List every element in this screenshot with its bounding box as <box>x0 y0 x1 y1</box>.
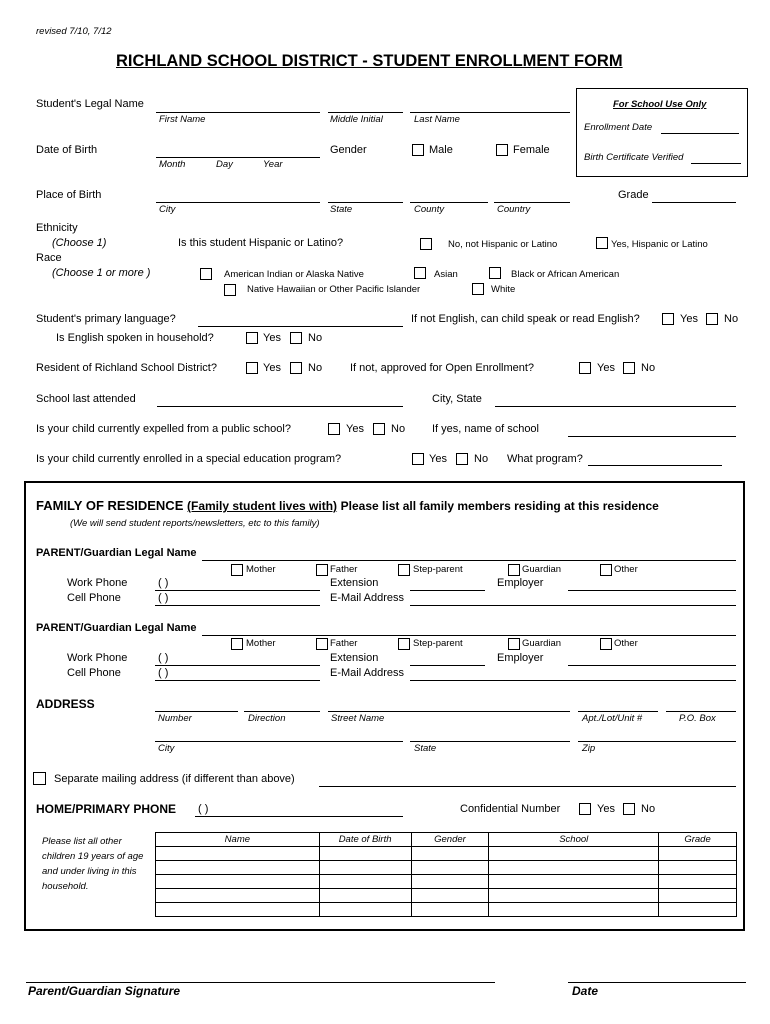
parent2-other-checkbox[interactable] <box>600 638 612 650</box>
confidential-yes-label: Yes <box>597 803 615 815</box>
col-gender-header: Gender <box>411 833 489 847</box>
household-english-question: Is English spoken in household? <box>56 332 214 344</box>
parent1-cell-paren: ( ) <box>158 592 169 604</box>
expelled-school-label: If yes, name of school <box>432 423 539 435</box>
grade-field[interactable] <box>652 202 736 203</box>
parent1-step-checkbox[interactable] <box>398 564 410 576</box>
home-phone-field[interactable] <box>195 816 403 817</box>
parent1-guardian-label: Guardian <box>522 564 562 575</box>
speak-english-question: If not English, can child speak or read English? <box>411 313 640 325</box>
parent2-email-label: E-Mail Address <box>330 667 404 679</box>
speak-english-yes-checkbox[interactable] <box>662 313 674 325</box>
gender-label: Gender <box>330 144 367 156</box>
children-note <box>42 834 143 894</box>
legal-name-label: Student's Legal Name <box>36 98 144 110</box>
male-label: Male <box>429 144 453 156</box>
ethnicity-label: Ethnicity <box>36 222 78 234</box>
children-note-line: Please list all other <box>42 836 122 847</box>
separate-mailing-field[interactable] <box>319 786 736 787</box>
parent1-cell-phone-field[interactable] <box>155 605 320 606</box>
parent2-extension-field[interactable] <box>410 665 485 666</box>
not-hispanic-checkbox[interactable] <box>420 238 432 250</box>
parent2-guardian-checkbox[interactable] <box>508 638 520 650</box>
hawaiian-label: Native Hawaiian or Other Pacific Islander <box>247 284 421 295</box>
open-enrollment-question: If not, approved for Open Enrollment? <box>350 362 535 374</box>
children-note-line: children 19 years of age <box>42 851 144 862</box>
open-enrollment-no-label: No <box>641 362 656 374</box>
first-name-caption: First Name <box>159 114 206 125</box>
address-direction-field[interactable] <box>244 711 320 712</box>
expelled-yes-checkbox[interactable] <box>328 423 340 435</box>
expelled-question: Is your child currently expelled from a public school? <box>36 423 291 435</box>
parent1-step-label: Step-parent <box>413 564 463 575</box>
address-city-caption: City <box>158 743 175 754</box>
hispanic-question: Is this student Hispanic or Latino? <box>178 237 344 249</box>
parent2-step-label: Step-parent <box>413 638 463 649</box>
parent2-email-field[interactable] <box>410 680 736 681</box>
confidential-no-label: No <box>641 803 656 815</box>
school-use-title: For School Use Only <box>613 99 707 110</box>
last-name-caption: Last Name <box>414 114 460 125</box>
primary-language-field[interactable] <box>198 326 403 327</box>
american-indian-label: American Indian or Alaska Native <box>224 269 364 280</box>
parent1-email-field[interactable] <box>410 605 736 606</box>
address-pobox-field[interactable] <box>666 711 736 712</box>
expelled-yes-label: Yes <box>346 423 364 435</box>
household-no-label: No <box>308 332 323 344</box>
parent1-employer-field[interactable] <box>568 590 736 591</box>
birth-cert-label: Birth Certificate Verified <box>584 152 684 163</box>
female-label: Female <box>513 144 550 156</box>
address-zip-caption: Zip <box>582 743 596 754</box>
parent1-father-label: Father <box>330 564 358 575</box>
special-ed-no-checkbox[interactable] <box>456 453 468 465</box>
separate-mailing-checkbox[interactable] <box>33 772 46 785</box>
birth-county-field[interactable] <box>410 202 488 203</box>
not-hispanic-label: No, not Hispanic or Latino <box>448 239 558 250</box>
parent2-mother-checkbox[interactable] <box>231 638 243 650</box>
birth-cert-field[interactable] <box>691 163 741 164</box>
parent1-other-label: Other <box>614 564 638 575</box>
table-row[interactable] <box>156 861 737 875</box>
parent2-label: PARENT/Guardian Legal Name <box>36 622 197 634</box>
number-caption: Number <box>158 713 192 724</box>
confidential-no-checkbox[interactable] <box>623 803 635 815</box>
parent2-name-field[interactable] <box>202 635 736 636</box>
parent2-guardian-label: Guardian <box>522 638 562 649</box>
resident-yes-label: Yes <box>263 362 281 374</box>
household-no-checkbox[interactable] <box>290 332 302 344</box>
parent1-work-phone-label: Work Phone <box>67 577 128 589</box>
speak-english-no-checkbox[interactable] <box>706 313 718 325</box>
children-note-line: and under living in this <box>42 866 137 877</box>
col-grade-header: Grade <box>659 833 737 847</box>
col-school-header: School <box>489 833 659 847</box>
parent1-name-field[interactable] <box>202 560 736 561</box>
address-zip-field[interactable] <box>578 741 736 742</box>
family-heading-paren: (Family student lives with) <box>187 499 338 513</box>
resident-no-label: No <box>308 362 323 374</box>
parent1-other-checkbox[interactable] <box>600 564 612 576</box>
birth-country-field[interactable] <box>494 202 570 203</box>
city-state-field[interactable] <box>495 406 736 407</box>
family-heading <box>36 498 659 513</box>
birth-city-field[interactable] <box>156 202 320 203</box>
black-checkbox[interactable] <box>489 267 501 279</box>
address-city-field[interactable] <box>155 741 403 742</box>
month-caption: Month <box>159 159 186 170</box>
address-number-field[interactable] <box>155 711 238 712</box>
resident-no-checkbox[interactable] <box>290 362 302 374</box>
parent2-cell-phone-field[interactable] <box>155 680 320 681</box>
table-row[interactable] <box>156 875 737 889</box>
male-checkbox[interactable] <box>412 144 424 156</box>
asian-label: Asian <box>434 269 458 280</box>
enrollment-date-field[interactable] <box>661 133 739 134</box>
american-indian-checkbox[interactable] <box>200 268 212 280</box>
parent2-work-phone-label: Work Phone <box>67 652 128 664</box>
household-yes-label: Yes <box>263 332 281 344</box>
parent1-guardian-checkbox[interactable] <box>508 564 520 576</box>
family-note: (We will send student reports/newsletters, etc to this family) <box>70 518 320 529</box>
middle-initial-caption: Middle Initial <box>330 114 383 125</box>
first-name-field[interactable] <box>156 112 320 113</box>
date-field[interactable] <box>568 982 746 983</box>
parent2-father-checkbox[interactable] <box>316 638 328 650</box>
parent1-email-label: E-Mail Address <box>330 592 404 604</box>
parent1-extension-label: Extension <box>330 577 379 589</box>
table-row[interactable] <box>156 903 737 917</box>
address-apt-field[interactable] <box>578 711 658 712</box>
parent1-father-checkbox[interactable] <box>316 564 328 576</box>
special-ed-yes-label: Yes <box>429 453 447 465</box>
black-label: Black or African American <box>511 269 620 280</box>
parent2-employer-label: Employer <box>497 652 544 664</box>
parent1-work-paren: ( ) <box>158 577 169 589</box>
primary-language-label: Student's primary language? <box>36 313 176 325</box>
confidential-label: Confidential Number <box>460 803 561 815</box>
apt-caption: Apt./Lot/Unit # <box>582 713 643 724</box>
parent1-employer-label: Employer <box>497 577 544 589</box>
children-header-row <box>156 833 737 847</box>
home-phone-label: HOME/PRIMARY PHONE <box>36 802 177 816</box>
parent2-work-paren: ( ) <box>158 652 169 664</box>
children-table <box>155 832 737 917</box>
expelled-school-field[interactable] <box>568 436 736 437</box>
birth-state-field[interactable] <box>328 202 403 203</box>
parent2-employer-field[interactable] <box>568 665 736 666</box>
asian-checkbox[interactable] <box>414 267 426 279</box>
hispanic-label: Yes, Hispanic or Latino <box>611 239 708 250</box>
place-of-birth-label: Place of Birth <box>36 189 102 201</box>
address-street-field[interactable] <box>328 711 570 712</box>
hispanic-checkbox[interactable] <box>596 237 608 249</box>
parent1-mother-label: Mother <box>246 564 276 575</box>
parent2-father-label: Father <box>330 638 358 649</box>
confidential-yes-checkbox[interactable] <box>579 803 591 815</box>
county-caption: County <box>414 204 445 215</box>
day-caption: Day <box>216 159 233 170</box>
parent1-mother-checkbox[interactable] <box>231 564 243 576</box>
parent2-cell-paren: ( ) <box>158 667 169 679</box>
street-caption: Street Name <box>331 713 385 724</box>
direction-caption: Direction <box>248 713 286 724</box>
expelled-no-label: No <box>391 423 406 435</box>
parent2-extension-label: Extension <box>330 652 379 664</box>
school-use-box <box>576 88 748 177</box>
address-state-field[interactable] <box>410 741 570 742</box>
school-last-field[interactable] <box>157 406 403 407</box>
parent2-mother-label: Mother <box>246 638 276 649</box>
speak-english-yes-label: Yes <box>680 313 698 325</box>
female-checkbox[interactable] <box>496 144 508 156</box>
page-title: RICHLAND SCHOOL DISTRICT - STUDENT ENROLLMENT FORM <box>116 52 623 70</box>
white-checkbox[interactable] <box>472 283 484 295</box>
col-name-header: Name <box>156 833 320 847</box>
special-ed-question: Is your child currently enrolled in a special education program? <box>36 453 342 465</box>
school-last-label: School last attended <box>36 393 136 405</box>
white-label: White <box>491 284 516 295</box>
address-label: ADDRESS <box>36 697 95 711</box>
family-heading-title: FAMILY OF RESIDENCE <box>36 498 184 513</box>
parent2-cell-phone-label: Cell Phone <box>67 667 121 679</box>
revision-note: revised 7/10, 7/12 <box>36 26 112 37</box>
last-name-field[interactable] <box>410 112 570 113</box>
city-state-label: City, State <box>432 393 482 405</box>
speak-english-no-label: No <box>724 313 739 325</box>
resident-yes-checkbox[interactable] <box>246 362 258 374</box>
what-program-field[interactable] <box>588 465 722 466</box>
city-caption: City <box>159 204 176 215</box>
special-ed-yes-checkbox[interactable] <box>412 453 424 465</box>
table-row[interactable] <box>156 847 737 861</box>
resident-question: Resident of Richland School District? <box>36 362 217 374</box>
parent2-step-checkbox[interactable] <box>398 638 410 650</box>
parent1-extension-field[interactable] <box>410 590 485 591</box>
date-caption: Date <box>572 984 599 998</box>
enrollment-date-label: Enrollment Date <box>584 122 653 133</box>
race-label: Race <box>36 252 62 264</box>
open-enrollment-yes-label: Yes <box>597 362 615 374</box>
state-caption: State <box>330 204 353 215</box>
race-choose: (Choose 1 or more ) <box>52 267 151 279</box>
year-caption: Year <box>263 159 283 170</box>
middle-initial-field[interactable] <box>328 112 403 113</box>
parent2-work-phone-field[interactable] <box>155 665 320 666</box>
country-caption: Country <box>497 204 531 215</box>
hawaiian-checkbox[interactable] <box>224 284 236 296</box>
family-heading-rest: Please list all family members residing at this residence <box>340 499 659 513</box>
children-note-line: household. <box>42 881 89 892</box>
open-enrollment-yes-checkbox[interactable] <box>579 362 591 374</box>
signature-field[interactable] <box>26 982 495 983</box>
household-yes-checkbox[interactable] <box>246 332 258 344</box>
expelled-no-checkbox[interactable] <box>373 423 385 435</box>
home-phone-paren: ( ) <box>198 803 209 815</box>
parent1-work-phone-field[interactable] <box>155 590 320 591</box>
what-program-label: What program? <box>507 453 583 465</box>
pobox-caption: P.O. Box <box>679 713 716 724</box>
signature-caption: Parent/Guardian Signature <box>28 984 181 998</box>
special-ed-no-label: No <box>474 453 489 465</box>
address-state-caption: State <box>414 743 437 754</box>
ethnicity-choose: (Choose 1) <box>52 237 107 249</box>
dob-field[interactable] <box>156 157 320 158</box>
parent1-cell-phone-label: Cell Phone <box>67 592 121 604</box>
parent2-other-label: Other <box>614 638 638 649</box>
grade-label: Grade <box>618 189 649 201</box>
separate-mailing-label: Separate mailing address (if different than above) <box>54 773 295 785</box>
dob-label: Date of Birth <box>36 144 98 156</box>
table-row[interactable] <box>156 889 737 903</box>
open-enrollment-no-checkbox[interactable] <box>623 362 635 374</box>
parent1-label: PARENT/Guardian Legal Name <box>36 547 197 559</box>
col-dob-header: Date of Birth <box>319 833 411 847</box>
